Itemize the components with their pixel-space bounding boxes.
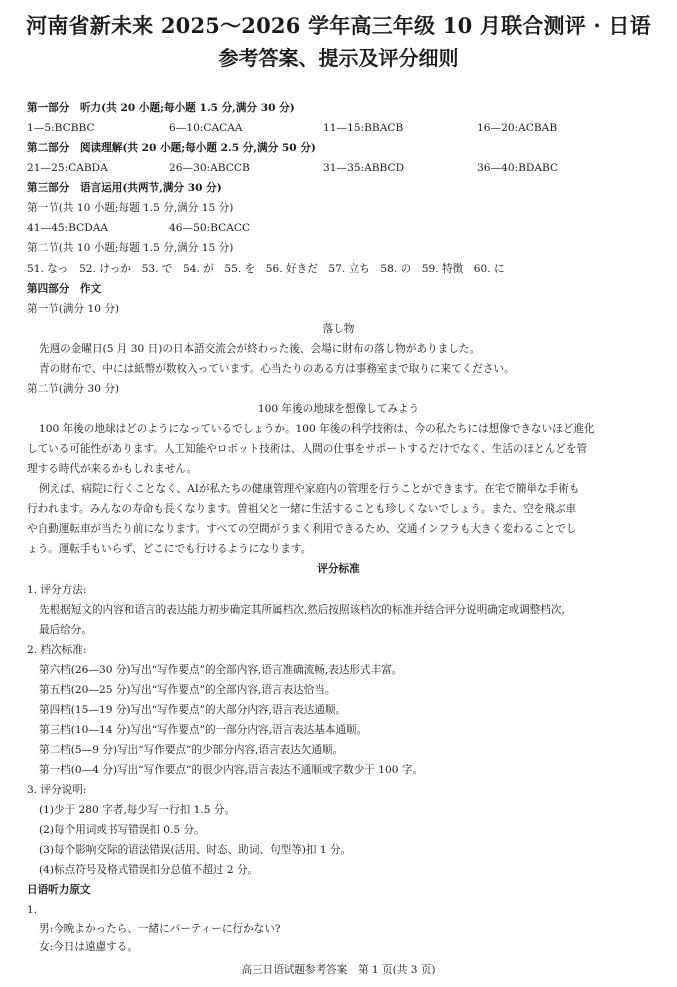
grading-method-heading: 1. 评分方法: xyxy=(27,584,87,596)
essay2-line: ょう。運転手もいらず、どこにでも行けるようになります。 xyxy=(27,543,312,555)
essay2-line: 例えば、病院に行くことなく、AIが私たちの健康管理や家庭内の管理を行うことができます。在宅で簡単な手術も xyxy=(39,483,580,495)
part2-answers xyxy=(27,161,657,175)
grading-levels-heading: 2. 档次标准: xyxy=(27,644,87,656)
part3-heading: 第三部分 语言运用(共两节,满分 30 分) xyxy=(27,182,222,194)
answer-group: 41—45:BCDAA xyxy=(27,222,109,234)
part4-heading: 第四部分 作文 xyxy=(27,283,102,295)
grading-note: (1)少于 280 字者,每少写一行扣 1.5 分。 xyxy=(39,804,236,816)
part3-section2-answers: 51. なっ 52. けっか 53. で 54. が 55. を 56. 好きだ 57. 立ち 58. の 59. 特徴 60. に xyxy=(27,263,505,275)
grading-level: 第二档(5—9 分)写出“写作要点”的少部分内容,语言表达欠通顺。 xyxy=(39,744,344,756)
document-subtitle: 参考答案、提示及评分细则 xyxy=(218,46,459,70)
grading-level: 第五档(20—25 分)写出“写作要点”的全部内容,语言表达恰当。 xyxy=(39,684,336,696)
answer-group: 26—30:ABCCB xyxy=(169,162,250,174)
grading-notes-heading: 3. 评分说明: xyxy=(27,784,87,796)
part1-heading: 第一部分 听力(共 20 小题;每小题 1.5 分,满分 30 分) xyxy=(27,102,295,114)
part3-section2-heading: 第二节(共 10 小题;每题 1.5 分,满分 15 分) xyxy=(27,242,234,254)
answer-group: 16—20:ACBAB xyxy=(477,122,558,134)
grading-method-line: 最后给分。 xyxy=(39,624,92,636)
part4-section1-heading: 第一节(满分 10 分) xyxy=(27,303,120,315)
answer-group: 31—35:ABBCD xyxy=(323,162,405,174)
answer-group: 21—25:CABDA xyxy=(27,162,108,174)
essay2-line: 100 年後の地球はどのようになっているでしょうか。100 年後の科学技術は、今の私たちには想像できないほど進化 xyxy=(39,423,595,435)
essay2-line: 理する時代が来るかもしれません。 xyxy=(27,463,198,475)
answer-group: 46—50:BCACC xyxy=(169,222,251,234)
dialogue-line: 男:今晩よかったら、一緒にパーティーに行かない? xyxy=(39,923,281,935)
listening-item-number: 1. xyxy=(27,904,38,916)
dialogue-line: 女:今日は遠慮する。 xyxy=(39,941,138,953)
answer-group: 6—10:CACAA xyxy=(169,122,243,134)
grading-note: (2)每个用词或书写错误扣 0.5 分。 xyxy=(39,824,205,836)
answer-group: 36—40:BDABC xyxy=(477,162,559,174)
grading-note: (4)标点符号及格式错误扣分总值不超过 2 分。 xyxy=(39,864,259,876)
grading-level: 第一档(0—4 分)写出“写作要点”的很少内容,语言表达不通顺或字数少于 100 字。 xyxy=(39,764,424,776)
part1-answers xyxy=(27,121,657,135)
part3-section1-answers xyxy=(27,221,657,235)
essay2-line: 行われます。みんなの寿命も長くなります。曽祖父と一緒に生活することも珍しくないでしょう。また、空を飛ぶ車 xyxy=(27,503,577,515)
listening-heading: 日语听力原文 xyxy=(27,884,91,896)
essay1-line: 先週の金曜日(5 月 30 日)の日本語交流会が終わった後、会場に財布の落し物がありました。 xyxy=(39,343,481,355)
grading-note: (3)每个影响交际的语法错误(活用、时态、助词、句型等)扣 1 分。 xyxy=(39,844,352,856)
answer-group: 11—15:BBACB xyxy=(323,122,404,134)
essay1-title: 落し物 xyxy=(322,323,355,335)
essay2-line: や自動運転車が当たり前になります。すべての空間がうまく利用できるため、交通インフラも大きく変わることでし xyxy=(27,523,577,535)
grading-heading: 评分标准 xyxy=(317,563,360,575)
essay2-title: 100 年後の地球を想像してみよう xyxy=(257,403,420,415)
part3-section1-heading: 第一节(共 10 小题;每题 1.5 分,满分 15 分) xyxy=(27,202,234,214)
essay1-line: 青の財布で、中には紙幣が数枚入っています。心当たりのある方は事務室まで取りに来てください。 xyxy=(39,363,515,375)
grading-level: 第四档(15—19 分)写出“写作要点”的大部分内容,语言表达通顺。 xyxy=(39,704,347,716)
grading-level: 第三档(10—14 分)写出“写作要点”的一部分内容,语言表达基本通顺。 xyxy=(39,724,368,736)
grading-level: 第六档(26—30 分)写出“写作要点”的全部内容,语言准确流畅,表达形式丰富。 xyxy=(39,664,403,676)
document-title: 河南省新未来 2025～2026 学年高三年级 10 月联合测评 · 日语 xyxy=(26,13,651,38)
answer-group: 1—5:BCBBC xyxy=(27,122,95,134)
grading-method-line: 先根据短文的内容和语言的表达能力初步确定其所属档次,然后按照该档次的标准并结合评分说明确定或调整档次, xyxy=(39,604,565,616)
part2-heading: 第二部分 阅读理解(共 20 小题;每小题 2.5 分,满分 50 分) xyxy=(27,142,316,154)
page-footer: 高三日语试题参考答案 第 1 页(共 3 页) xyxy=(241,964,436,976)
part4-section2-heading: 第二节(满分 30 分) xyxy=(27,383,120,395)
essay2-line: している可能性があります。人工知能やロボット技術は、人間の仕事をサポートするだけでなく、生活のほとんどを管 xyxy=(27,443,588,455)
